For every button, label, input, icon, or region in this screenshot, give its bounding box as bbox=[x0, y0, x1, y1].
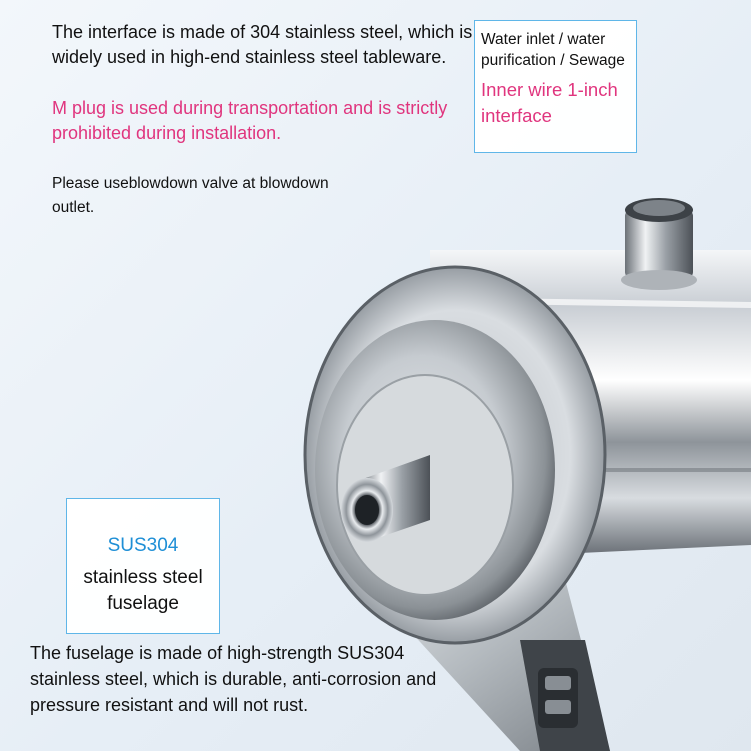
blowdown-note: Please useblowdown valve at blowdown outlet. bbox=[52, 175, 329, 216]
top-inlet-port bbox=[621, 198, 697, 290]
inlet-callout-subtitle: Inner wire 1-inch interface bbox=[481, 79, 618, 126]
sus304-callout-title: SUS304 bbox=[107, 535, 179, 556]
inlet-callout-box bbox=[474, 20, 637, 153]
sus304-callout-subtitle: stainless steel fuselage bbox=[83, 567, 203, 614]
end-cap bbox=[315, 320, 555, 620]
interface-description: The interface is made of 304 stainless steel, which is widely used in high-end stainless steel tableware. bbox=[52, 22, 473, 67]
fuselage-description: The fuselage is made of high-strength SUS304 stainless steel, which is durable, anti-corrosion and pressure resistant and will not rust. bbox=[30, 643, 437, 715]
sus304-callout-box bbox=[66, 498, 220, 634]
m-plug-warning: M plug is used during transportation and is strictly prohibited during installation. bbox=[52, 98, 448, 143]
inlet-callout-title: Water inlet / water purification / Sewage bbox=[481, 31, 625, 69]
